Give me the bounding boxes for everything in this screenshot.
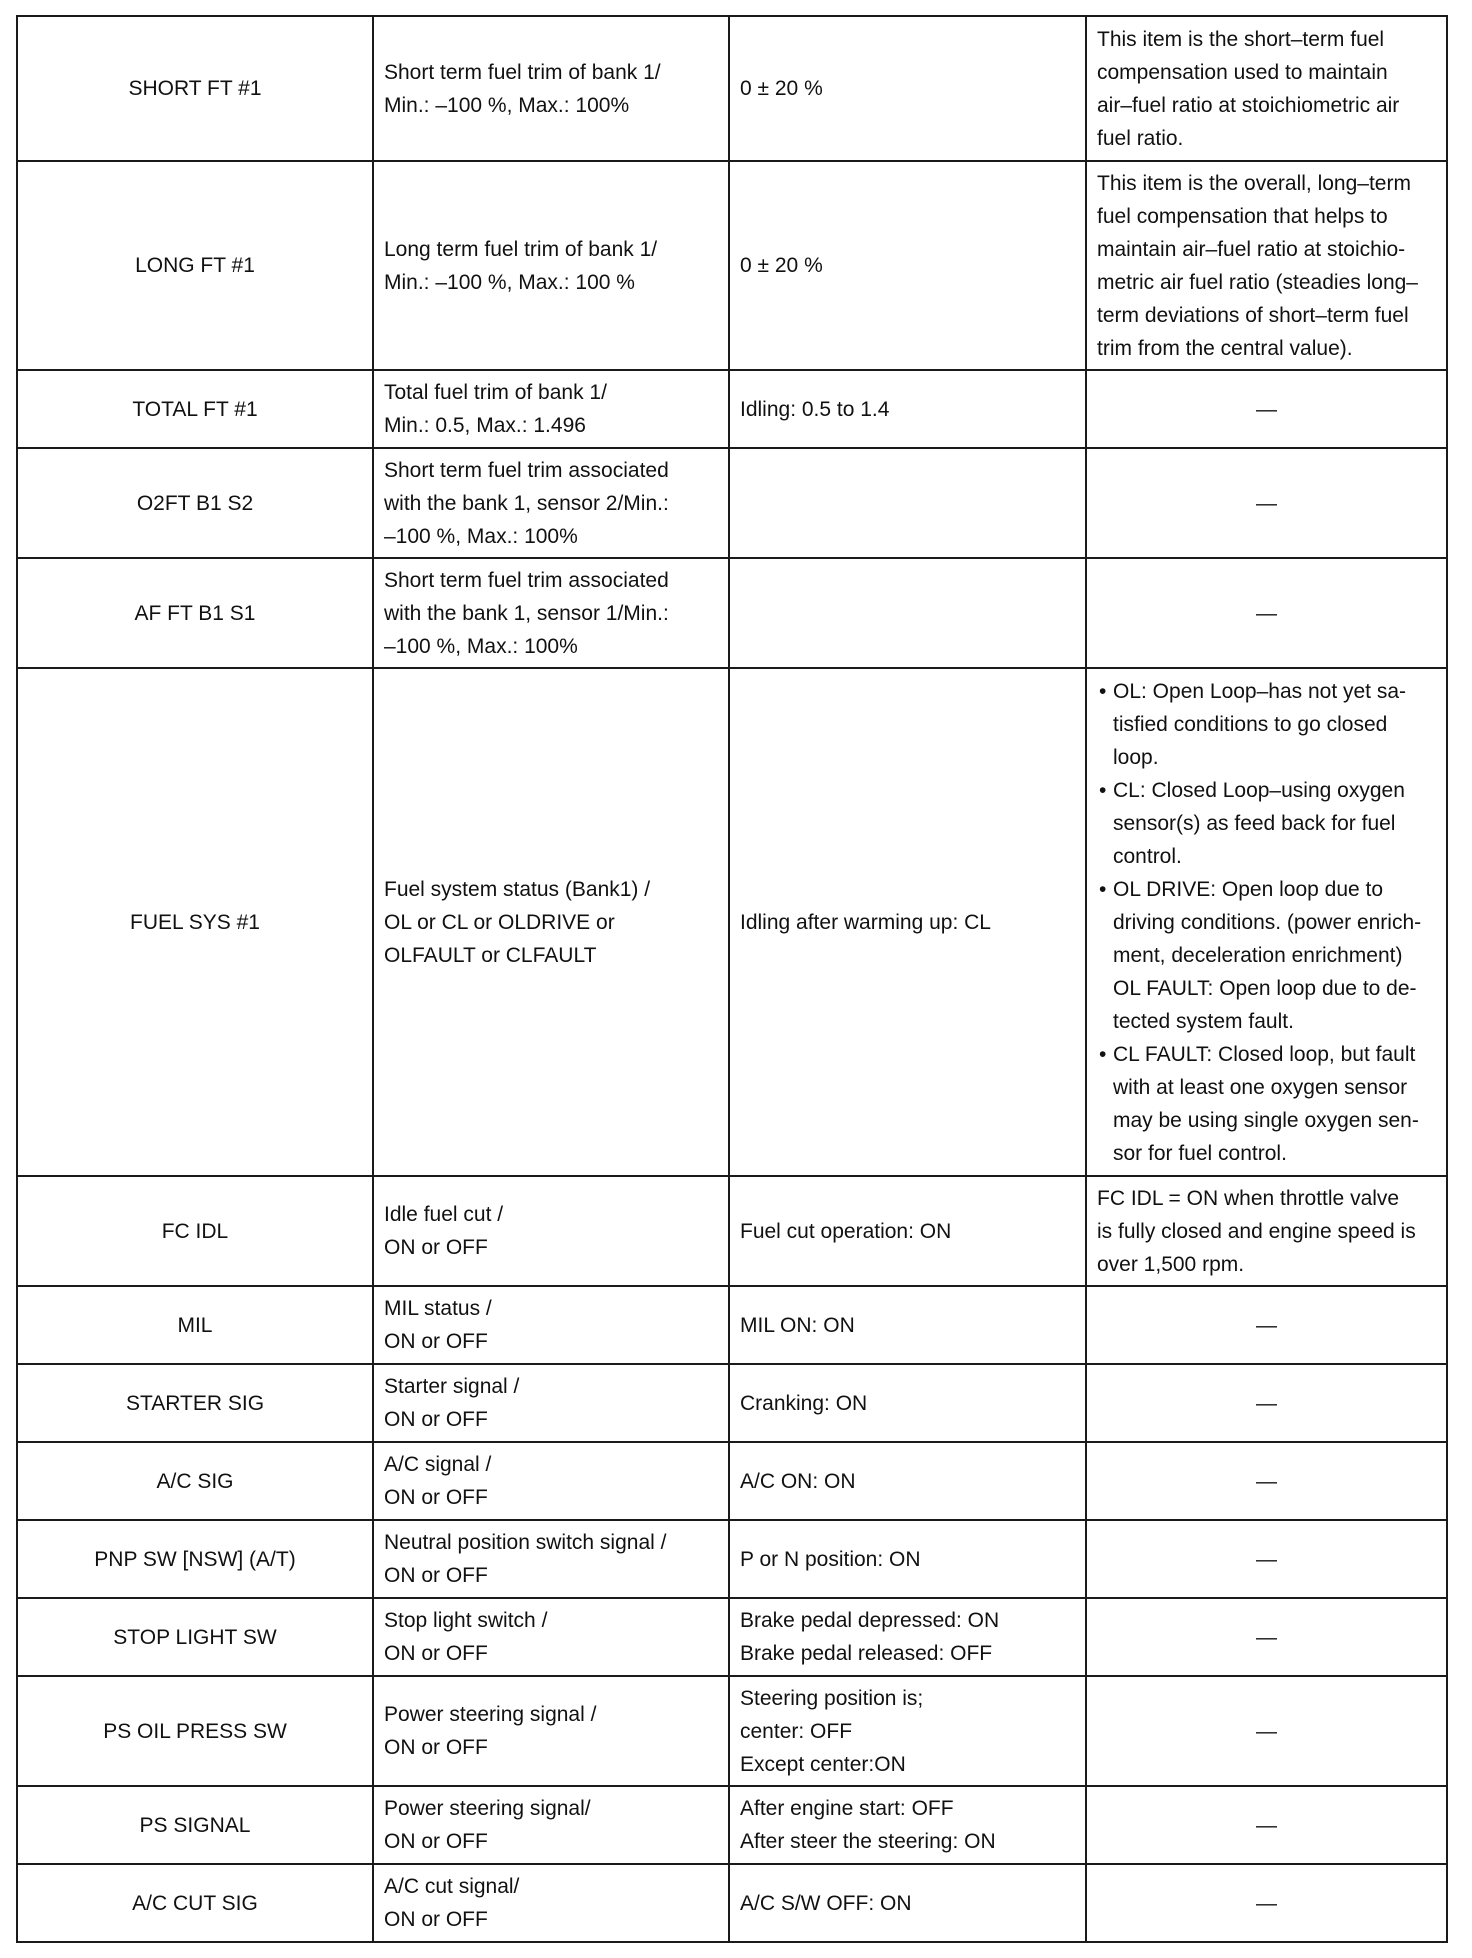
table-row	[17, 1864, 1447, 1942]
diagnostic-note-cell-line: FC IDL = ON when throttle valve	[1097, 1186, 1400, 1210]
normal-condition-cell-line: Steering position is;	[740, 1686, 924, 1710]
measurement-cell-line: Idle fuel cut /	[384, 1203, 504, 1226]
item-cell: SHORT FT #1	[17, 16, 373, 161]
list-item-line: loop.	[1113, 745, 1159, 769]
measurement-cell-line: A/C signal /	[384, 1453, 492, 1476]
diagnostic-note-list	[1097, 675, 1436, 1170]
normal-condition-cell-line: A/C S/W OFF: ON	[740, 1891, 912, 1915]
measurement-cell	[373, 1520, 729, 1598]
normal-condition-cell-line: After steer the steering: ON	[740, 1830, 996, 1853]
normal-condition-cell-line: Fuel cut operation: ON	[740, 1219, 952, 1243]
diagnostic-note-cell	[1086, 16, 1447, 161]
normal-condition-cell-line: P or N position: ON	[740, 1547, 921, 1571]
table-row	[17, 558, 1447, 668]
table-row	[17, 1286, 1447, 1364]
normal-condition-cell	[729, 448, 1086, 558]
list-item-line: • OL: Open Loop–has not yet sa-	[1113, 679, 1407, 703]
diagnostic-note-cell-line: compensation used to maintain	[1097, 60, 1388, 84]
measurement-cell-line: ON or OFF	[384, 1642, 488, 1665]
item-cell: PNP SW [NSW] (A/T)	[17, 1520, 373, 1598]
normal-condition-cell-line: Idling: 0.5 to 1.4	[740, 397, 890, 421]
measurement-cell-line: ON or OFF	[384, 1908, 488, 1931]
item-cell: STARTER SIG	[17, 1364, 373, 1442]
measurement-cell-line: Total fuel trim of bank 1/	[384, 381, 607, 404]
measurement-cell-line: ON or OFF	[384, 1830, 488, 1853]
normal-condition-cell	[729, 1520, 1086, 1598]
normal-condition-cell	[729, 558, 1086, 668]
table-row	[17, 1442, 1447, 1520]
normal-condition-cell-line: 0 ± 20 %	[740, 254, 823, 277]
measurement-cell-line: with the bank 1, sensor 2/Min.:	[384, 491, 669, 515]
list-item-line: tisfied conditions to go closed	[1113, 712, 1388, 736]
diagnostic-note-cell: —	[1086, 1598, 1447, 1676]
diagnostic-note-cell: —	[1086, 1520, 1447, 1598]
diagnostic-note-cell: —	[1086, 370, 1447, 448]
table-row	[17, 1176, 1447, 1286]
list-item	[1097, 774, 1436, 873]
normal-condition-cell	[729, 1442, 1086, 1520]
list-item-line: may be using single oxygen sen-	[1113, 1108, 1419, 1132]
measurement-cell	[373, 1676, 729, 1786]
list-item-line: driving conditions. (power enrich-	[1113, 910, 1422, 934]
normal-condition-cell	[729, 16, 1086, 161]
diagnostic-note-cell-line: metric air fuel ratio (steadies long–	[1097, 270, 1418, 294]
measurement-cell-line: Power steering signal /	[384, 1703, 597, 1726]
diagnostic-note-cell: —	[1086, 1786, 1447, 1864]
diagnostic-note-cell-line: This item is the short–term fuel	[1097, 27, 1385, 51]
measurement-cell-line: Starter signal /	[384, 1375, 520, 1398]
diagnostic-note-cell: —	[1086, 1286, 1447, 1364]
measurement-cell-line: Short term fuel trim of bank 1/	[384, 60, 661, 84]
measurement-cell-line: ON or OFF	[384, 1486, 488, 1509]
diagnostic-note-cell: —	[1086, 558, 1447, 668]
measurement-cell	[373, 370, 729, 448]
diagnostic-note-cell-line: This item is the overall, long–term	[1097, 171, 1411, 195]
measurement-cell	[373, 1176, 729, 1286]
normal-condition-cell-line: 0 ± 20 %	[740, 77, 823, 100]
measurement-cell-line: Stop light switch /	[384, 1609, 548, 1632]
measurement-cell-line: ON or OFF	[384, 1736, 488, 1759]
table-row	[17, 668, 1447, 1176]
list-item	[1097, 1038, 1436, 1170]
diagnostic-note-cell-line: term deviations of short–term fuel	[1097, 303, 1409, 327]
table-row	[17, 16, 1447, 161]
measurement-cell	[373, 1442, 729, 1520]
normal-condition-cell-line: A/C ON: ON	[740, 1469, 856, 1493]
diagnostic-note-cell-line: over 1,500 rpm.	[1097, 1252, 1245, 1276]
measurement-cell-line: ON or OFF	[384, 1564, 488, 1587]
normal-condition-cell	[729, 1676, 1086, 1786]
measurement-cell-line: Power steering signal/	[384, 1797, 591, 1820]
measurement-cell-line: –100 %, Max.: 100%	[384, 634, 578, 658]
item-cell: MIL	[17, 1286, 373, 1364]
measurement-cell	[373, 1286, 729, 1364]
table-row	[17, 1598, 1447, 1676]
list-item-line: • CL FAULT: Closed loop, but fault	[1113, 1042, 1416, 1066]
diagnostic-note-cell: —	[1086, 1676, 1447, 1786]
measurement-cell-line: ON or OFF	[384, 1408, 488, 1431]
item-cell: PS OIL PRESS SW	[17, 1676, 373, 1786]
diagnostic-note-cell-line: maintain air–fuel ratio at stoichio-	[1097, 237, 1406, 261]
table-row	[17, 1676, 1447, 1786]
item-cell: LONG FT #1	[17, 161, 373, 370]
measurement-cell	[373, 558, 729, 668]
normal-condition-cell	[729, 668, 1086, 1176]
list-item-line: OL FAULT: Open loop due to de-	[1113, 976, 1417, 1000]
measurement-cell-line: Short term fuel trim associated	[384, 568, 669, 592]
item-cell: TOTAL FT #1	[17, 370, 373, 448]
item-cell: FC IDL	[17, 1176, 373, 1286]
normal-condition-cell-line: MIL ON: ON	[740, 1313, 855, 1337]
item-cell: FUEL SYS #1	[17, 668, 373, 1176]
diagnostic-note-cell	[1086, 1176, 1447, 1286]
measurement-cell-line: Min.: 0.5, Max.: 1.496	[384, 414, 586, 437]
measurement-cell	[373, 668, 729, 1176]
table-row	[17, 1786, 1447, 1864]
diagnostic-note-cell: —	[1086, 1364, 1447, 1442]
measurement-cell-line: Fuel system status (Bank1) /	[384, 877, 651, 901]
table-body	[17, 16, 1447, 1942]
measurement-cell-line: Neutral position switch signal /	[384, 1531, 667, 1554]
item-cell: PS SIGNAL	[17, 1786, 373, 1864]
diagnostic-note-cell-line: fuel compensation that helps to	[1097, 204, 1388, 228]
diagnostic-note-cell-line: fuel ratio.	[1097, 126, 1184, 150]
measurement-cell-line: with the bank 1, sensor 1/Min.:	[384, 601, 669, 625]
list-item	[1097, 675, 1436, 774]
normal-condition-cell	[729, 1364, 1086, 1442]
diagnostic-note-cell: —	[1086, 1864, 1447, 1942]
measurement-cell	[373, 1864, 729, 1942]
list-item-line: • CL: Closed Loop–using oxygen	[1113, 778, 1405, 802]
data-list-table	[16, 15, 1448, 1943]
item-cell: STOP LIGHT SW	[17, 1598, 373, 1676]
list-item-line: control.	[1113, 844, 1182, 868]
measurement-cell-line: Short term fuel trim associated	[384, 458, 669, 482]
diagnostic-note-cell-line: trim from the central value).	[1097, 336, 1353, 360]
normal-condition-cell-line: Except center:ON	[740, 1752, 906, 1776]
normal-condition-cell-line: Brake pedal released: OFF	[740, 1642, 993, 1665]
normal-condition-cell	[729, 161, 1086, 370]
normal-condition-cell	[729, 1786, 1086, 1864]
table-row	[17, 161, 1447, 370]
normal-condition-cell	[729, 1286, 1086, 1364]
normal-condition-cell	[729, 370, 1086, 448]
measurement-cell-line: ON or OFF	[384, 1330, 488, 1353]
measurement-cell-line: OLFAULT or CLFAULT	[384, 943, 597, 967]
measurement-cell-line: A/C cut signal/	[384, 1875, 520, 1898]
item-cell: A/C CUT SIG	[17, 1864, 373, 1942]
measurement-cell-line: Long term fuel trim of bank 1/	[384, 237, 658, 261]
measurement-cell-line: –100 %, Max.: 100%	[384, 524, 578, 548]
measurement-cell	[373, 1598, 729, 1676]
normal-condition-cell-line: Cranking: ON	[740, 1391, 868, 1415]
list-item-line: • OL DRIVE: Open loop due to	[1113, 877, 1384, 901]
list-item-line: sor for fuel control.	[1113, 1141, 1287, 1165]
normal-condition-cell	[729, 1176, 1086, 1286]
measurement-cell-line: Min.: –100 %, Max.: 100%	[384, 93, 630, 117]
table-row	[17, 370, 1447, 448]
measurement-cell	[373, 448, 729, 558]
measurement-cell-line: ON or OFF	[384, 1236, 488, 1259]
item-cell: O2FT B1 S2	[17, 448, 373, 558]
measurement-cell	[373, 1364, 729, 1442]
normal-condition-cell-line: After engine start: OFF	[740, 1797, 954, 1820]
normal-condition-cell-line: Idling after warming up: CL	[740, 910, 991, 934]
item-cell: A/C SIG	[17, 1442, 373, 1520]
normal-condition-cell-line: center: OFF	[740, 1719, 853, 1743]
measurement-cell-line: OL or CL or OLDRIVE or	[384, 910, 615, 934]
normal-condition-cell	[729, 1598, 1086, 1676]
item-cell: AF FT B1 S1	[17, 558, 373, 668]
diagnostic-note-cell-line: air–fuel ratio at stoichiometric air	[1097, 93, 1400, 117]
measurement-cell	[373, 161, 729, 370]
list-item	[1097, 873, 1436, 1038]
measurement-cell-line: Min.: –100 %, Max.: 100 %	[384, 270, 635, 294]
list-item-line: ment, deceleration enrichment)	[1113, 943, 1403, 967]
diagnostic-note-cell	[1086, 161, 1447, 370]
diagnostic-note-cell-line: is fully closed and engine speed is	[1097, 1219, 1416, 1243]
normal-condition-cell-line: Brake pedal depressed: ON	[740, 1609, 1000, 1632]
table-row	[17, 1364, 1447, 1442]
list-item-line: with at least one oxygen sensor	[1113, 1075, 1408, 1099]
measurement-cell-line: MIL status /	[384, 1297, 492, 1320]
measurement-cell	[373, 16, 729, 161]
list-item-line: tected system fault.	[1113, 1009, 1294, 1033]
table-row	[17, 448, 1447, 558]
normal-condition-cell	[729, 1864, 1086, 1942]
list-item-line: sensor(s) as feed back for fuel	[1113, 811, 1396, 835]
measurement-cell	[373, 1786, 729, 1864]
diagnostic-note-cell: —	[1086, 1442, 1447, 1520]
diagnostic-note-cell: —	[1086, 448, 1447, 558]
table-row	[17, 1520, 1447, 1598]
diagnostic-note-cell	[1086, 668, 1447, 1176]
